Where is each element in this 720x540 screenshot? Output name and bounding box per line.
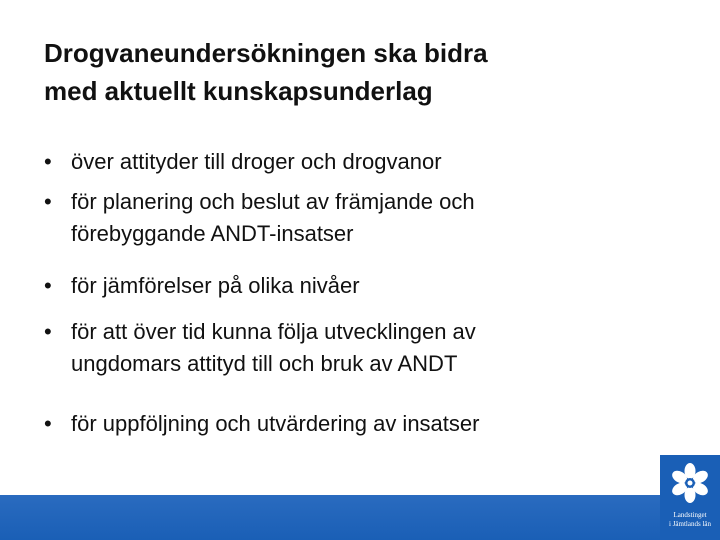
bullet-line: för planering och beslut av främjande och (71, 189, 475, 214)
bullet-text (71, 316, 661, 380)
bullet-line: för jämförelser på olika nivåer (71, 273, 360, 298)
bullet-line: över attityder till droger och drogvanor (71, 149, 442, 174)
logo-text-line2: i Jämtlands län (669, 520, 711, 528)
bullet-line: förebyggande ANDT-insatser (71, 221, 354, 246)
logo-text-line1: Landstinget (673, 511, 707, 519)
organization-logo (660, 455, 720, 540)
bullet-line: ungdomars attityd till och bruk av ANDT (71, 351, 458, 376)
bullet-line: för att över tid kunna följa utvecklingen av (71, 319, 476, 344)
footer-band (0, 495, 720, 540)
bullet-text (71, 270, 661, 302)
bullet-marker: • (44, 319, 52, 344)
bullet-text (71, 146, 661, 178)
bullet-marker: • (44, 149, 52, 174)
bullet-marker: • (44, 411, 52, 436)
bullet-line: för uppföljning och utvärdering av insatser (71, 411, 480, 436)
bullet-marker: • (44, 189, 52, 214)
title-line: Drogvaneundersökningen ska bidra (44, 38, 488, 68)
title-line: med aktuellt kunskapsunderlag (44, 76, 433, 106)
bullet-text (71, 408, 661, 440)
slide-title (44, 34, 664, 110)
flower-icon (668, 461, 712, 505)
bullet-marker: • (44, 273, 52, 298)
bullet-text (71, 186, 661, 250)
